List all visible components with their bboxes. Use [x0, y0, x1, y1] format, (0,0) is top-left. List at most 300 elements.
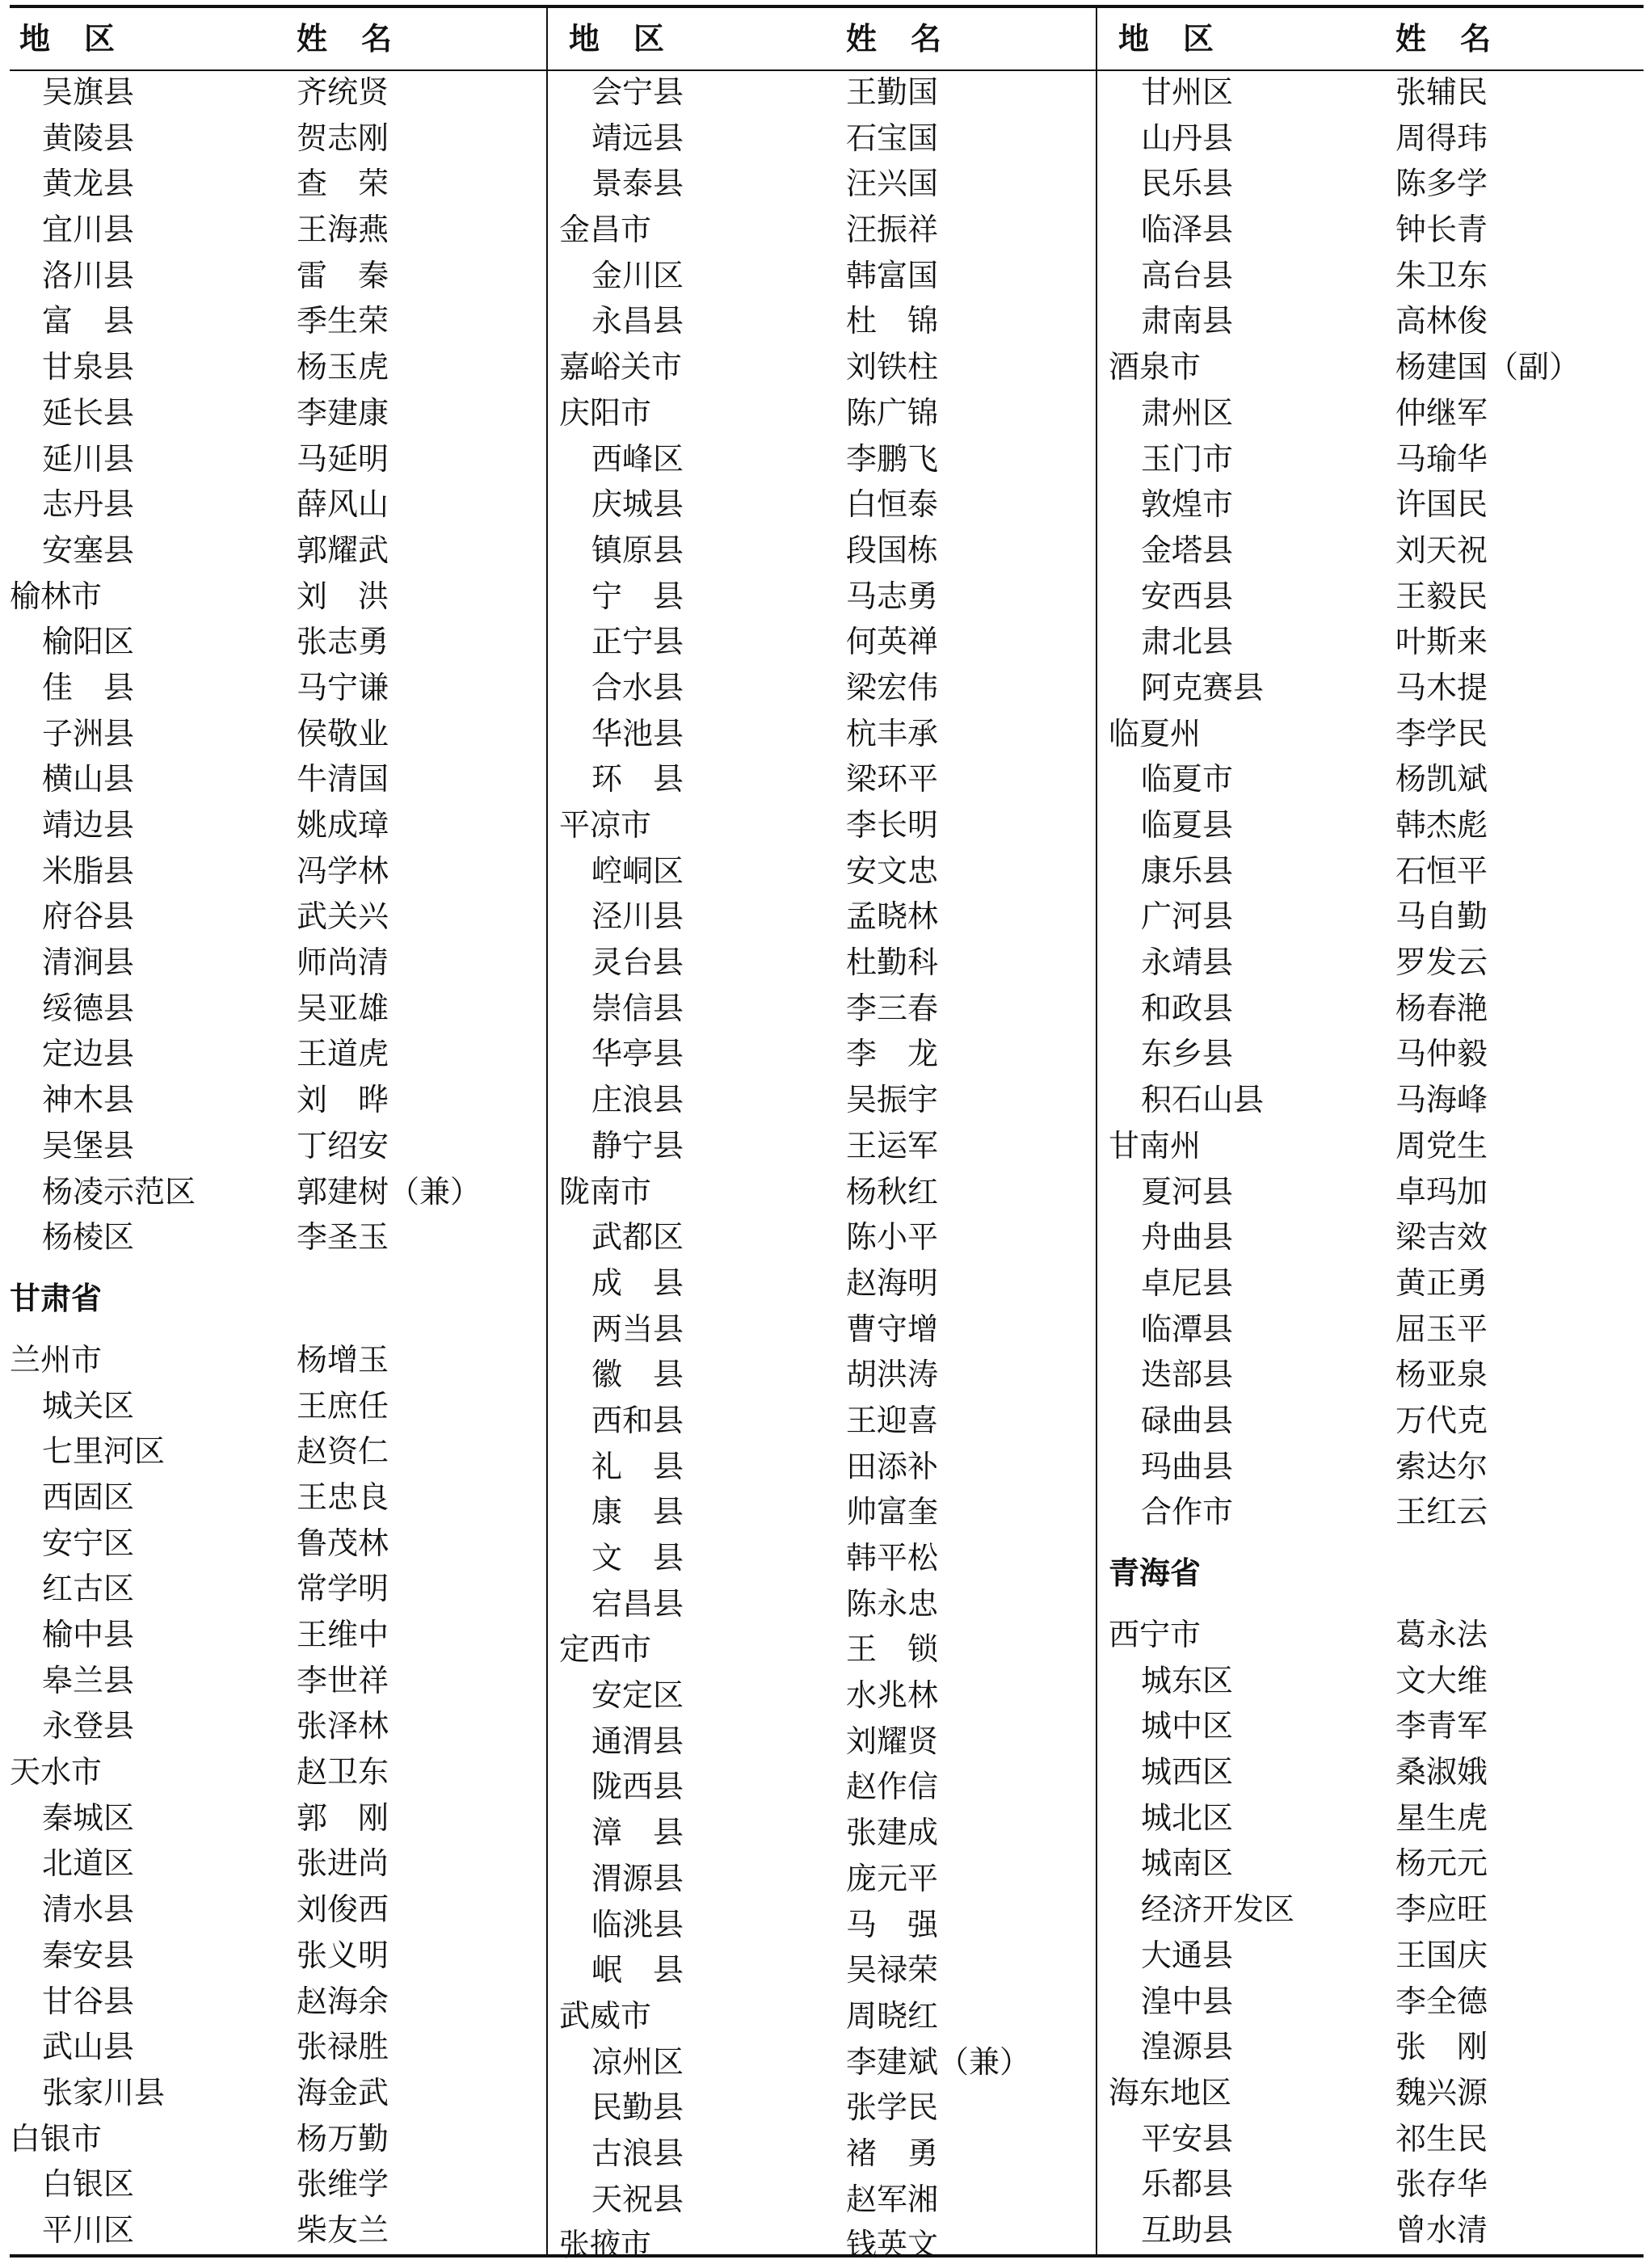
table-row	[10, 2070, 556, 2116]
name-cell: 钟长青	[1395, 212, 1488, 248]
region-cell: 北道区	[42, 1845, 135, 1882]
table-row	[10, 1933, 556, 1979]
region-cell: 海东地区	[1109, 2074, 1232, 2110]
table-row	[10, 619, 556, 665]
name-cell: 王维中	[297, 1617, 389, 1652]
name-cell: 周晓红	[846, 1997, 939, 2034]
name-cell: 刘 洪	[297, 578, 389, 614]
table-row	[10, 574, 556, 620]
name-cell: 索达尔	[1395, 1448, 1488, 1484]
name-cell: 马宁谦	[297, 669, 389, 705]
table-row	[1109, 2161, 1650, 2207]
table-row	[559, 1856, 1105, 1902]
table-row	[1109, 802, 1650, 848]
table-row	[10, 2116, 556, 2162]
region-cell: 古浪县	[591, 2135, 684, 2171]
name-cell: 马延明	[297, 440, 389, 477]
table-row	[559, 1535, 1105, 1581]
name-cell: 张 刚	[1395, 2029, 1488, 2065]
table-row	[559, 1626, 1105, 1673]
name-cell: 雷 秦	[297, 257, 389, 293]
region-cell: 徽 县	[591, 1357, 684, 1393]
table-row	[1109, 711, 1650, 757]
name-cell: 段国栋	[846, 532, 939, 568]
name-cell: 钱英文	[846, 2227, 939, 2263]
province-title: 青海省	[1109, 1555, 1202, 1591]
region-cell: 吴旗县	[42, 74, 135, 110]
table-row	[10, 253, 556, 299]
name-cell: 李建斌（兼）	[846, 2043, 1031, 2080]
name-cell: 卓玛加	[1395, 1173, 1488, 1210]
table-row	[559, 1673, 1105, 1719]
region-cell: 清水县	[42, 1891, 135, 1928]
name-cell: 高林俊	[1395, 303, 1488, 339]
table-row	[1109, 848, 1650, 894]
name-cell: 韩富国	[846, 257, 939, 293]
table-row	[1109, 1260, 1650, 1307]
name-cell: 查 荣	[297, 166, 389, 202]
name-cell: 刘铁柱	[846, 349, 939, 385]
table-row	[559, 1489, 1105, 1535]
table-row	[559, 1123, 1105, 1169]
table-row	[1109, 344, 1650, 390]
table-row	[559, 207, 1105, 253]
table-row	[559, 2039, 1105, 2085]
region-cell: 城中区	[1141, 1708, 1234, 1744]
table-row	[1109, 1077, 1650, 1123]
region-cell: 吴堡县	[42, 1127, 135, 1163]
region-cell: 宕昌县	[591, 1585, 684, 1622]
name-cell: 安文忠	[846, 852, 939, 889]
table-row	[1109, 1352, 1650, 1398]
name-cell: 孟晓林	[846, 898, 939, 935]
name-cell: 杨元元	[1395, 1845, 1488, 1882]
name-cell: 屈玉平	[1395, 1311, 1488, 1347]
region-cell: 凉州区	[591, 2043, 684, 2080]
region-cell: 民乐县	[1141, 166, 1234, 202]
region-cell: 白银区	[42, 2166, 135, 2203]
region-cell: 洛川县	[42, 257, 135, 293]
name-cell: 朱卫东	[1395, 257, 1488, 293]
name-cell: 仲继军	[1395, 394, 1488, 431]
table-row	[559, 2222, 1105, 2268]
table-row	[10, 69, 556, 116]
header-name: 姓 名	[297, 20, 394, 57]
table-row	[559, 1260, 1105, 1307]
table-row	[10, 802, 556, 848]
table-row	[10, 1566, 556, 1612]
table-row	[1109, 390, 1650, 436]
name-cell: 武关兴	[297, 898, 389, 935]
region-cell: 景泰县	[591, 166, 684, 202]
table-row	[1109, 298, 1650, 344]
top-rule	[10, 5, 1644, 8]
region-cell: 张掖市	[559, 2227, 652, 2263]
name-cell: 葛永法	[1395, 1617, 1488, 1652]
region-cell: 皋兰县	[42, 1662, 135, 1698]
region-cell: 陇南市	[559, 1173, 652, 1210]
region-cell: 积石山县	[1141, 1082, 1265, 1118]
name-cell: 周党生	[1395, 1127, 1488, 1163]
table-row	[10, 2161, 556, 2207]
name-cell: 李青军	[1395, 1708, 1488, 1744]
table-row	[559, 69, 1105, 116]
table-row	[1109, 1031, 1650, 1077]
region-cell: 阿克赛县	[1141, 669, 1265, 705]
table-row	[1109, 1307, 1650, 1353]
table-row	[10, 1475, 556, 1521]
region-cell: 西宁市	[1109, 1617, 1202, 1652]
name-cell: 王国庆	[1395, 1937, 1488, 1973]
table-row	[10, 1612, 556, 1658]
table-row	[559, 665, 1105, 711]
region-cell: 安西县	[1141, 578, 1234, 614]
region-cell: 庆阳市	[559, 394, 652, 431]
table-row	[559, 2177, 1105, 2223]
name-cell: 褚 勇	[846, 2135, 939, 2171]
name-cell: 杜勤科	[846, 945, 939, 981]
region-cell: 定西市	[559, 1631, 652, 1668]
region-cell: 七里河区	[42, 1433, 166, 1470]
table-row	[1109, 1444, 1650, 1490]
name-cell: 王勤国	[846, 74, 939, 110]
table-row	[10, 528, 556, 574]
table-row	[559, 1947, 1105, 1993]
table-row	[559, 253, 1105, 299]
table-row	[559, 390, 1105, 436]
name-cell: 陈广锦	[846, 394, 939, 431]
name-cell: 张志勇	[297, 624, 389, 660]
name-cell: 李应旺	[1395, 1891, 1488, 1928]
name-cell: 马海峰	[1395, 1082, 1488, 1118]
name-cell: 吴亚雄	[297, 990, 389, 1026]
table-row	[10, 161, 556, 207]
name-cell: 季生荣	[297, 303, 389, 339]
name-cell: 薛风山	[297, 486, 389, 523]
table-row	[1109, 1749, 1650, 1795]
name-cell: 马志勇	[846, 578, 939, 614]
table-row	[1109, 986, 1650, 1032]
region-cell: 秦安县	[42, 1937, 135, 1973]
region-cell: 米脂县	[42, 852, 135, 889]
name-cell: 张禄胜	[297, 2029, 389, 2065]
header-region: 地 区	[19, 20, 117, 57]
table-row	[10, 436, 556, 482]
name-cell: 王迎喜	[846, 1402, 939, 1438]
table-row	[559, 528, 1105, 574]
column-header-3	[1118, 15, 1635, 63]
region-cell: 富 县	[42, 303, 135, 339]
region-cell: 城南区	[1141, 1845, 1234, 1882]
region-cell: 渭源县	[591, 1860, 684, 1896]
name-cell: 万代克	[1395, 1402, 1488, 1438]
name-cell: 马 强	[846, 1906, 939, 1942]
name-cell: 曾水清	[1395, 2211, 1488, 2248]
name-cell: 李学民	[1395, 715, 1488, 751]
name-cell: 李全德	[1395, 1983, 1488, 2019]
region-cell: 平凉市	[559, 807, 652, 843]
table-row	[10, 116, 556, 162]
name-cell: 许国民	[1395, 486, 1488, 523]
name-cell: 常学明	[297, 1571, 389, 1607]
directory-page	[10, 0, 1644, 2265]
name-cell: 祁生民	[1395, 2120, 1488, 2156]
table-row	[1109, 116, 1650, 162]
region-cell: 乐都县	[1141, 2166, 1234, 2203]
name-cell: 赵军湘	[846, 2181, 939, 2217]
name-cell: 杨万勤	[297, 2120, 389, 2156]
province-heading	[10, 1260, 556, 1337]
region-cell: 湟源县	[1141, 2029, 1234, 2065]
name-cell: 郭建树（兼）	[297, 1173, 482, 1210]
name-cell: 梁吉效	[1395, 1219, 1488, 1256]
name-cell: 马自勤	[1395, 898, 1488, 935]
name-cell: 刘天祝	[1395, 532, 1488, 568]
name-cell: 黄正勇	[1395, 1264, 1488, 1301]
region-cell: 兰州市	[10, 1341, 103, 1378]
region-cell: 肃州区	[1141, 394, 1234, 431]
table-row	[1109, 69, 1650, 116]
name-cell: 汪兴国	[846, 166, 939, 202]
header-region: 地 区	[569, 20, 667, 57]
region-cell: 崆峒区	[591, 852, 684, 889]
table-row	[559, 1169, 1105, 1215]
table-row	[1109, 2024, 1650, 2070]
name-cell: 胡洪涛	[846, 1357, 939, 1393]
table-row	[10, 894, 556, 940]
region-cell: 西峰区	[591, 440, 684, 477]
table-row	[1109, 1214, 1650, 1260]
name-cell: 张学民	[846, 2089, 939, 2126]
table-row	[559, 711, 1105, 757]
region-cell: 府谷县	[42, 898, 135, 935]
name-cell: 鲁茂林	[297, 1525, 389, 1561]
name-cell: 吴振宇	[846, 1082, 939, 1118]
table-row	[1109, 1658, 1650, 1704]
name-cell: 李世祥	[297, 1662, 389, 1698]
name-cell: 赵海余	[297, 1983, 389, 2019]
region-cell: 临潭县	[1141, 1311, 1234, 1347]
name-cell: 张存华	[1395, 2166, 1488, 2203]
region-cell: 两当县	[591, 1311, 684, 1347]
table-row	[10, 1031, 556, 1077]
name-cell: 齐统贤	[297, 74, 389, 110]
region-cell: 天水市	[10, 1754, 103, 1790]
region-cell: 漳 县	[591, 1815, 684, 1851]
table-row	[559, 1810, 1105, 1856]
name-cell: 星生虎	[1395, 1799, 1488, 1836]
region-cell: 康 县	[591, 1494, 684, 1530]
table-row	[559, 161, 1105, 207]
region-cell: 安塞县	[42, 532, 135, 568]
table-row	[1109, 665, 1650, 711]
name-cell: 张辅民	[1395, 74, 1488, 110]
region-cell: 岷 县	[591, 1952, 684, 1988]
region-cell: 大通县	[1141, 1937, 1234, 1973]
region-cell: 绥德县	[42, 990, 135, 1026]
region-cell: 榆中县	[42, 1617, 135, 1652]
table-row	[559, 1993, 1105, 2039]
table-row	[559, 1031, 1105, 1077]
region-cell: 子洲县	[42, 715, 135, 751]
table-row	[559, 436, 1105, 482]
table-row	[1109, 1795, 1650, 1841]
region-cell: 敦煌市	[1141, 486, 1234, 523]
table-row	[1109, 2116, 1650, 2162]
region-cell: 甘州区	[1141, 74, 1234, 110]
name-cell: 师尚清	[297, 945, 389, 981]
region-cell: 永靖县	[1141, 945, 1234, 981]
region-cell: 华亭县	[591, 1036, 684, 1072]
region-cell: 黄陵县	[42, 120, 135, 156]
region-cell: 陇西县	[591, 1769, 684, 1805]
region-cell: 临泽县	[1141, 212, 1234, 248]
region-cell: 金昌市	[559, 212, 652, 248]
region-cell: 延川县	[42, 440, 135, 477]
table-row	[559, 1398, 1105, 1444]
name-cell: 张维学	[297, 2166, 389, 2203]
region-cell: 互助县	[1141, 2211, 1234, 2248]
region-cell: 正宁县	[591, 624, 684, 660]
region-cell: 静宁县	[591, 1127, 684, 1163]
table-row	[10, 482, 556, 528]
region-cell: 临夏市	[1141, 761, 1234, 797]
region-cell: 东乡县	[1141, 1036, 1234, 1072]
region-cell: 山丹县	[1141, 120, 1234, 156]
table-row	[10, 940, 556, 986]
name-cell: 王庶任	[297, 1387, 389, 1424]
table-row	[1109, 574, 1650, 620]
table-row	[1109, 756, 1650, 802]
table-row	[10, 344, 556, 390]
name-cell: 周得玮	[1395, 120, 1488, 156]
region-cell: 玉门市	[1141, 440, 1234, 477]
table-row	[1109, 161, 1650, 207]
name-cell: 陈多学	[1395, 166, 1488, 202]
name-cell: 罗发云	[1395, 945, 1488, 981]
region-cell: 广河县	[1141, 898, 1234, 935]
region-cell: 志丹县	[42, 486, 135, 523]
region-cell: 灵台县	[591, 945, 684, 981]
region-cell: 庆城县	[591, 486, 684, 523]
region-cell: 西固区	[42, 1479, 135, 1515]
region-cell: 甘泉县	[42, 349, 135, 385]
name-cell: 马仲毅	[1395, 1036, 1488, 1072]
table-row	[559, 1719, 1105, 1765]
table-row	[10, 1077, 556, 1123]
region-cell: 榆阳区	[42, 624, 135, 660]
name-cell: 赵作信	[846, 1769, 939, 1805]
table-row	[559, 298, 1105, 344]
column-1	[10, 69, 556, 2253]
region-cell: 镇原县	[591, 532, 684, 568]
table-row	[1109, 1123, 1650, 1169]
name-cell: 刘耀贤	[846, 1723, 939, 1759]
table-row	[10, 1749, 556, 1795]
name-cell: 桑淑娥	[1395, 1754, 1488, 1790]
name-cell: 杨凯斌	[1395, 761, 1488, 797]
table-row	[10, 1521, 556, 1567]
table-row	[1109, 528, 1650, 574]
name-cell: 赵资仁	[297, 1433, 389, 1470]
name-cell: 杭丰承	[846, 715, 939, 751]
table-row	[1109, 2070, 1650, 2116]
name-cell: 王 锁	[846, 1631, 939, 1668]
table-row	[10, 1887, 556, 1933]
name-cell: 何英禅	[846, 624, 939, 660]
table-row	[559, 574, 1105, 620]
name-cell: 侯敬业	[297, 715, 389, 751]
region-cell: 白银市	[10, 2120, 103, 2156]
region-cell: 甘南州	[1109, 1127, 1202, 1163]
region-cell: 城东区	[1141, 1662, 1234, 1698]
table-row	[559, 986, 1105, 1032]
region-cell: 湟中县	[1141, 1983, 1234, 2019]
region-cell: 合水县	[591, 669, 684, 705]
name-cell: 郭 刚	[297, 1799, 389, 1836]
table-row	[559, 1214, 1105, 1260]
name-cell: 李鹏飞	[846, 440, 939, 477]
table-row	[559, 1307, 1105, 1353]
name-cell: 王忠良	[297, 1479, 389, 1515]
name-cell: 庞元平	[846, 1860, 939, 1896]
region-cell: 礼 县	[591, 1448, 684, 1484]
name-cell: 石恒平	[1395, 852, 1488, 889]
name-cell: 柴友兰	[297, 2211, 389, 2248]
name-cell: 曹守增	[846, 1311, 939, 1347]
name-cell: 王运军	[846, 1127, 939, 1163]
header-name: 姓 名	[846, 20, 944, 57]
region-cell: 安定区	[591, 1677, 684, 1714]
region-cell: 杨凌示范区	[42, 1173, 196, 1210]
name-cell: 马木提	[1395, 669, 1488, 705]
name-cell: 赵卫东	[297, 1754, 389, 1790]
name-cell: 李 龙	[846, 1036, 939, 1072]
name-cell: 刘俊西	[297, 1891, 389, 1928]
region-cell: 康乐县	[1141, 852, 1234, 889]
region-cell: 甘谷县	[42, 1983, 135, 2019]
name-cell: 杨建国（副）	[1395, 349, 1581, 385]
region-cell: 会宁县	[591, 74, 684, 110]
table-row	[1109, 894, 1650, 940]
name-cell: 刘 晔	[297, 1082, 389, 1118]
name-cell: 李圣玉	[297, 1219, 389, 1256]
region-cell: 平安县	[1141, 2120, 1234, 2156]
table-row	[10, 1123, 556, 1169]
table-row	[1109, 1887, 1650, 1933]
region-cell: 榆林市	[10, 578, 103, 614]
region-cell: 文 县	[591, 1540, 684, 1576]
table-row	[559, 344, 1105, 390]
name-cell: 郭耀武	[297, 532, 389, 568]
table-row	[1109, 482, 1650, 528]
table-row	[559, 848, 1105, 894]
region-cell: 临洮县	[591, 1906, 684, 1942]
name-cell: 海金武	[297, 2074, 389, 2110]
name-cell: 叶斯来	[1395, 624, 1488, 660]
table-row	[10, 1658, 556, 1704]
region-cell: 西和县	[591, 1402, 684, 1438]
region-cell: 高台县	[1141, 257, 1234, 293]
table-row	[10, 1169, 556, 1215]
region-cell: 迭部县	[1141, 1357, 1234, 1393]
region-cell: 碌曲县	[1141, 1402, 1234, 1438]
table-row	[10, 298, 556, 344]
region-cell: 肃北县	[1141, 624, 1234, 660]
region-cell: 卓尼县	[1141, 1264, 1234, 1301]
name-cell: 马瑜华	[1395, 440, 1488, 477]
name-cell: 韩杰彪	[1395, 807, 1488, 843]
